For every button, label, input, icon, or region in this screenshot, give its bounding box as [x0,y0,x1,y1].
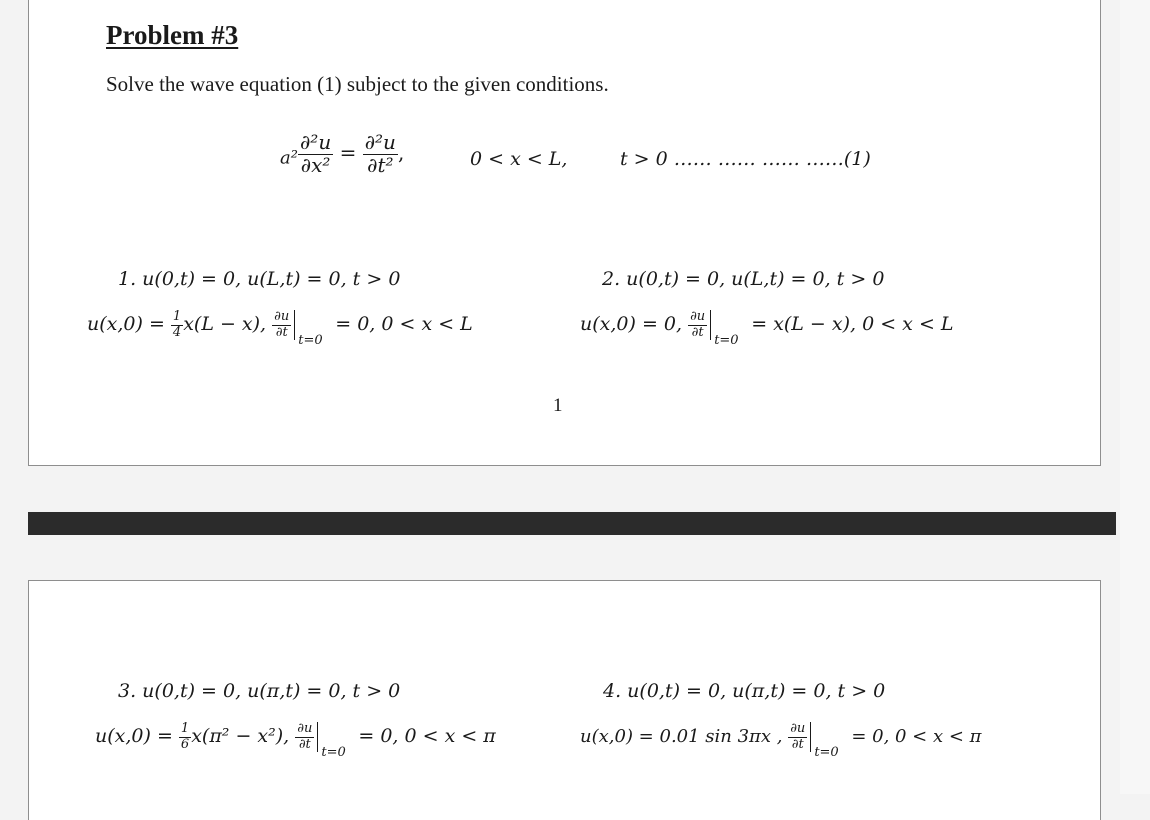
equation-rhs-denominator: ∂t² [367,152,394,177]
case-3-eval-at: t=0 [321,745,346,760]
case-2-dt: ∂t [691,324,704,340]
case-1-du: ∂u [274,309,290,325]
case-3-frac-denominator: 6 [180,736,190,752]
case-1-frac-denominator: 4 [172,324,182,340]
case-1-ic-u-postfix: x(L − x), [183,313,273,335]
case-3-ic-u-prefix: u(x,0) = [95,725,179,747]
case-4-du: ∂u [790,721,806,737]
case-3-du: ∂u [297,721,313,737]
case-4-initial-conditions [580,721,982,760]
case-3-initial-conditions [95,721,496,760]
equation-coefficient: a² [280,147,298,169]
problem-instruction: Solve the wave equation (1) subject to the given conditions. [106,72,609,96]
equation-lhs-denominator: ∂x² [300,152,331,177]
case-1-ic-u-prefix: u(x,0) = [87,313,171,335]
case-1-boundary-conditions: 1. u(0,t) = 0, u(L,t) = 0, t > 0 [118,268,401,290]
case-4-ic-ut-postfix: = 0, 0 < x < π [851,726,982,747]
case-1-frac-numerator: 1 [172,309,182,325]
case-1-initial-conditions [87,309,473,348]
case-4-ic-u-prefix: u(x,0) = 0.01 sin 3πx , [580,726,789,747]
page-number: 1 [553,395,563,416]
equation-lhs-numerator: ∂²u [299,130,332,154]
problem-title: Problem #3 [106,20,239,50]
case-2-ic-ut-postfix: = x(L − x), 0 < x < L [751,313,954,335]
case-1-ic-ut-postfix: = 0, 0 < x < L [335,313,473,335]
case-4-dt: ∂t [791,736,804,752]
case-2-du: ∂u [690,309,706,325]
case-2-eval-at: t=0 [714,333,739,348]
case-3-frac-numerator: 1 [180,721,190,737]
page-separator-bar [28,512,1116,535]
case-1-dt: ∂t [275,324,288,340]
case-2-initial-conditions [580,309,954,348]
case-1-eval-at: t=0 [298,333,323,348]
case-4-boundary-conditions: 4. u(0,t) = 0, u(π,t) = 0, t > 0 [603,680,886,702]
case-3-ic-ut-postfix: = 0, 0 < x < π [358,725,496,747]
document-page-1 [28,0,1101,466]
case-3-dt: ∂t [298,736,311,752]
equation-rhs-numerator: ∂²u [364,130,396,154]
case-3-ic-u-postfix: x(π² − x²), [191,725,296,747]
equation-domain-x: 0 < x < L, [470,148,568,170]
equation-domain-t: t > 0 …… …… …… ……(1) [620,148,871,170]
case-3-boundary-conditions: 3. u(0,t) = 0, u(π,t) = 0, t > 0 [118,680,401,702]
case-4-eval-at: t=0 [814,745,839,760]
wave-equation: a² $\frac{\text{∂²u}}{\text{∂x²}}$ = $\frac{\text{∂²u}}{\text{∂t²}}$ , [280,130,405,177]
case-2-boundary-conditions: 2. u(0,t) = 0, u(L,t) = 0, t > 0 [602,268,885,290]
window-edge [1120,0,1150,794]
case-2-ic-u-prefix: u(x,0) = 0, [580,313,689,335]
